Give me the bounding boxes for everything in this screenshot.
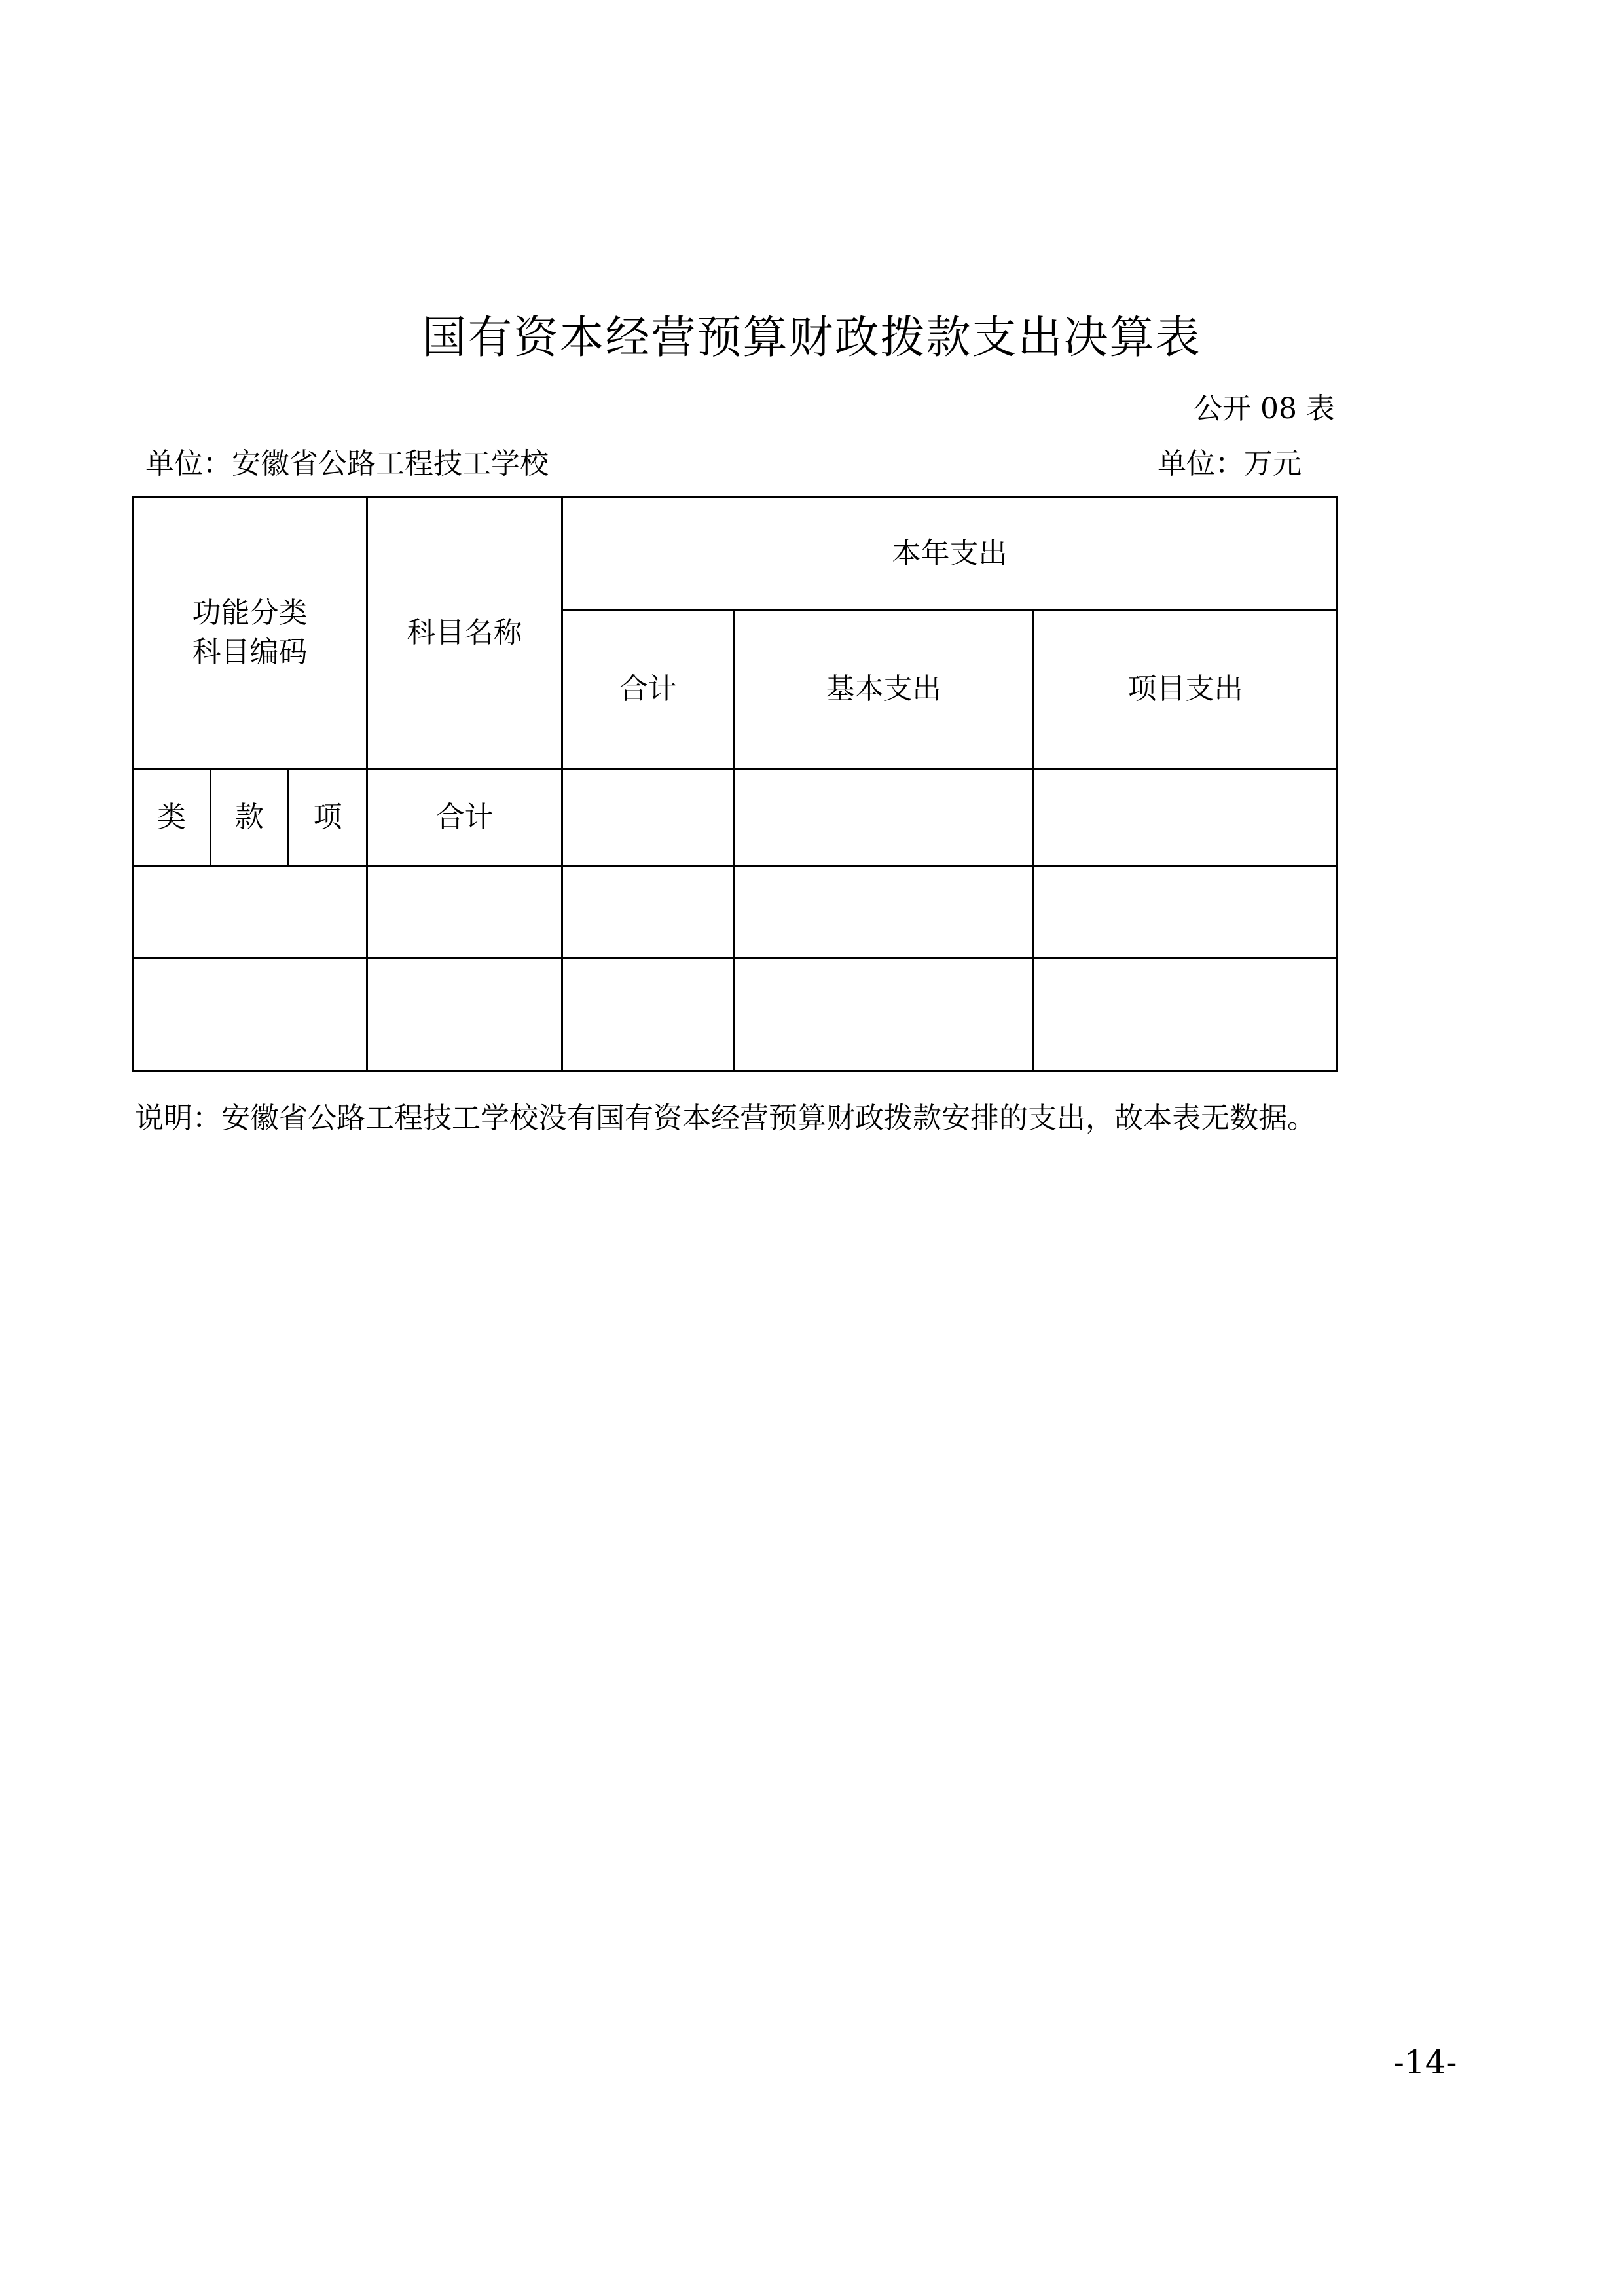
header-subject-name: 科目名称 — [367, 497, 562, 769]
subheader-item: 项 — [289, 769, 367, 866]
currency-label: 单位：万元 — [1158, 447, 1302, 480]
row-basic — [734, 866, 1034, 958]
header-basic: 基本支出 — [734, 610, 1034, 769]
row-code — [133, 866, 367, 958]
page-number: -14- — [1393, 2043, 1457, 2081]
row-basic — [734, 958, 1034, 1071]
row-name — [367, 866, 562, 958]
row-project — [1034, 866, 1338, 958]
row-total — [562, 958, 734, 1071]
row-total — [562, 866, 734, 958]
row-name — [367, 958, 562, 1071]
header-current-year: 本年支出 — [562, 497, 1338, 610]
total-row-project — [1034, 769, 1338, 866]
total-row-total — [562, 769, 734, 866]
header-total: 合计 — [562, 610, 734, 769]
header-function-code: 功能分类 科目编码 — [133, 497, 367, 769]
subheader-section: 款 — [211, 769, 289, 866]
row-project — [1034, 958, 1338, 1071]
table-row — [133, 958, 1338, 1071]
page-title: 国有资本经营预算财政拨款支出决算表 — [422, 312, 1201, 364]
expenditure-table — [132, 496, 1338, 1072]
subheader-category: 类 — [133, 769, 211, 866]
table-row — [133, 866, 1338, 958]
form-number: 公开 08 表 — [1194, 392, 1335, 425]
note-text: 说明：安徽省公路工程技工学校没有国有资本经营预算财政拨款安排的支出，故本表无数据。 — [135, 1102, 1316, 1135]
header-project: 项目支出 — [1034, 610, 1338, 769]
total-row-basic — [734, 769, 1034, 866]
unit-label: 单位：安徽省公路工程技工学校 — [145, 447, 549, 480]
total-row-label: 合计 — [367, 769, 562, 866]
row-code — [133, 958, 367, 1071]
